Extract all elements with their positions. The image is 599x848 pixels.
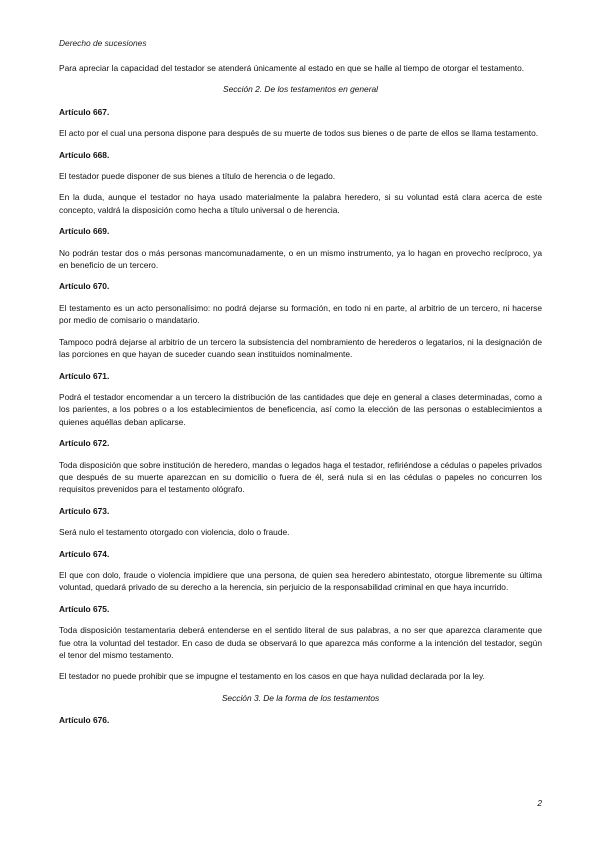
article-heading: Artículo 668. (59, 149, 110, 160)
article-heading: Artículo 674. (59, 548, 110, 559)
section-heading: Sección 3. De la forma de los testamentos (221, 692, 380, 703)
article-heading: Artículo 671. (59, 370, 110, 381)
section-heading: Sección 2. De los testamentos en general (222, 84, 379, 95)
paragraph: Toda disposición que sobre institución de heredero, mandas o legados haga el testador, refiriéndose a cédulas o papeles privados que después de su muerte aparezcan en su domicilio o fuera de él, será nula si en las cédulas o papeles no concurren los requisitos prevenidos para el testamento ológrafo. (59, 459, 542, 495)
paragraph: Podrá el testador encomendar a un tercero la distribución de las cantidades que deje en general a clases determinadas, como a los parientes, a los pobres o a los establecimientos de beneficencia, así como la elección de las personas o establecimientos a quienes aquéllas deban aplicarse. (59, 391, 542, 427)
article-heading: Artículo 672. (59, 438, 110, 449)
paragraph: No podrán testar dos o más personas mancomunadamente, o en un mismo instrumento, ya lo hagan en provecho recíproco, ya en beneficio de un tercero. (59, 247, 542, 271)
paragraph: El testador puede disponer de sus bienes a título de herencia o de legado. (59, 171, 336, 182)
paragraph: Tampoco podrá dejarse al arbitrio de un tercero la subsistencia del nombramiento de herederos o legatarios, ni la designación de las porciones en que hayan de suceder cuando sean instituidos nominalmente. (59, 336, 542, 360)
paragraph: En la duda, aunque el testador no haya usado materialmente la palabra heredero, si su voluntad está clara acerca de este concepto, valdrá la disposición como hecha a título universal o de herencia. (59, 192, 542, 215)
article-heading: Artículo 669. (59, 226, 110, 237)
article-heading: Artículo 667. (59, 106, 110, 117)
running-header: Derecho de sucesiones (59, 38, 147, 48)
document-body (59, 62, 542, 736)
page-number: 2 (537, 798, 542, 808)
paragraph: El que con dolo, fraude o violencia impidiere que una persona, de quien sea heredero abintestato, otorgue libremente su última voluntad, quedará privado de su derecho a la herencia, sin perjuicio de la responsabilidad criminal en que haya incurrido. (59, 569, 542, 593)
paragraph: El testador no puede prohibir que se impugne el testamento en los casos en que haya nulidad declarada por la ley. (59, 671, 485, 682)
paragraph: Para apreciar la capacidad del testador se atenderá únicamente al estado en que se halle al tiempo de otorgar el testamento. (59, 63, 525, 73)
paragraph: Será nulo el testamento otorgado con violencia, dolo o fraude. (59, 527, 290, 538)
paragraph: Toda disposición testamentaria deberá entenderse en el sentido literal de sus palabras, a no ser que aparezca claramente que fue otra la voluntad del testador. En caso de duda se observará lo que aparezca más conforme a la intención del testador, según el tenor del mismo testamento. (59, 625, 542, 660)
paragraph: El testamento es un acto personalísimo: no podrá dejarse su formación, en todo ni en parte, al arbitrio de un tercero, ni hacerse por medio de comisario o mandatario. (59, 302, 542, 326)
article-heading: Artículo 673. (59, 505, 110, 516)
article-heading: Artículo 675. (59, 603, 110, 614)
paragraph: El acto por el cual una persona dispone para después de su muerte de todos sus bienes o de parte de ellos se llama testamento. (59, 128, 539, 139)
article-heading: Artículo 670. (59, 281, 110, 292)
article-heading: Artículo 676. (59, 715, 110, 726)
